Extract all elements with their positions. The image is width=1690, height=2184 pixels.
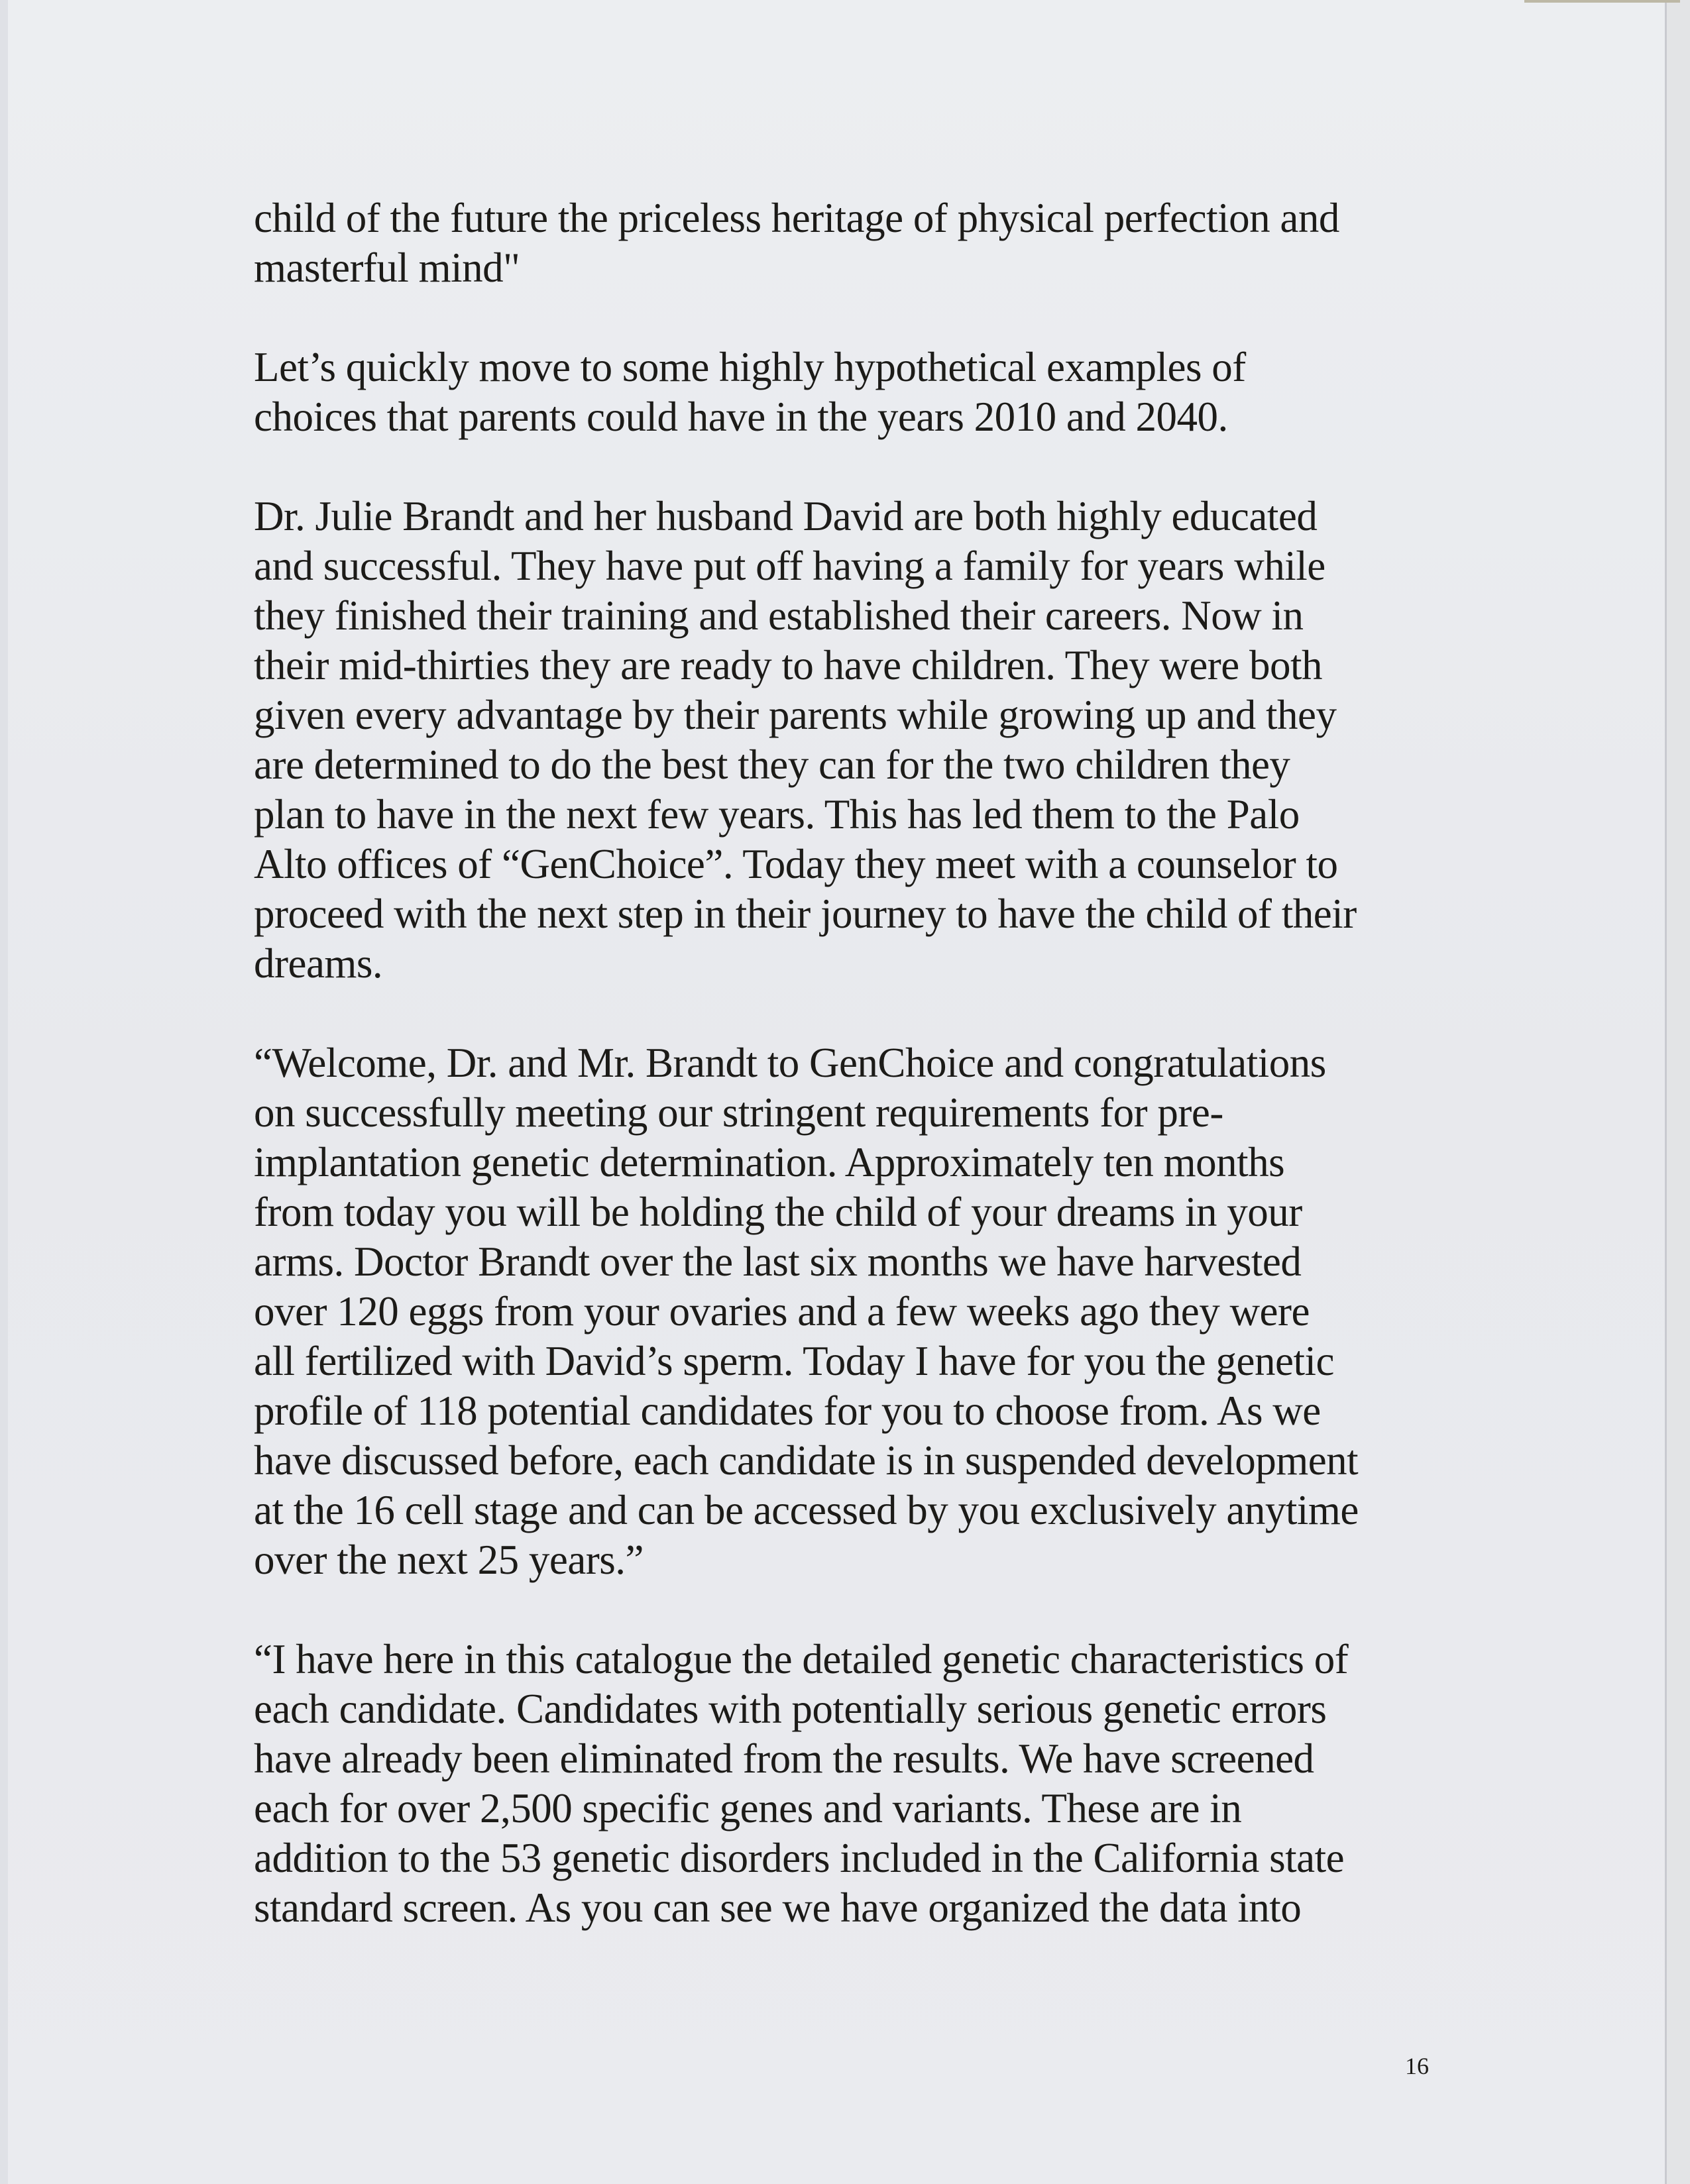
text-line: proceed with the next step in their journey to have the child of their [254,891,1357,937]
text-line: are determined to do the best they can for the two children they [254,741,1290,788]
text-line: addition to the 53 genetic disorders included in the California state [254,1835,1345,1881]
text-line: each for over 2,500 specific genes and variants. These are in [254,1785,1242,1831]
text-line: masterful mind" [254,245,520,291]
text-line: on successfully meeting our stringent requirements for pre- [254,1089,1223,1136]
paragraph-2 [254,343,1480,442]
text-line: Dr. Julie Brandt and her husband David are both highly educated [254,493,1318,539]
text-line: they finished their training and established their careers. Now in [254,592,1304,639]
text-line: Alto offices of “GenChoice”. Today they meet with a counselor to [254,841,1338,887]
page-right-edge [1665,0,1690,2184]
text-line: over the next 25 years.” [254,1537,644,1583]
text-line: Let’s quickly move to some highly hypothetical examples of [254,344,1246,390]
text-line: each candidate. Candidates with potentially serious genetic errors [254,1686,1327,1732]
body-text [254,193,1480,1983]
paragraph-3 [254,492,1480,989]
text-line: from today you will be holding the child of your dreams in your [254,1189,1302,1235]
paragraph-5 [254,1635,1480,1933]
text-line: and successful. They have put off having a family for years while [254,543,1325,589]
text-line: child of the future the priceless heritage of physical perfection and [254,195,1339,241]
page-number: 16 [1405,2053,1429,2079]
paragraph-4 [254,1038,1480,1585]
text-line: their mid-thirties they are ready to have children. They were both [254,642,1322,688]
paragraph-1 [254,193,1480,293]
text-line: “Welcome, Dr. and Mr. Brandt to GenChoice and congratulations [254,1040,1326,1086]
text-line: given every advantage by their parents while growing up and they [254,692,1337,738]
text-line: choices that parents could have in the years 2010 and 2040. [254,394,1228,440]
text-line: dreams. [254,940,383,987]
text-line: have discussed before, each candidate is in suspended development [254,1437,1359,1484]
text-line: profile of 118 potential candidates for you to choose from. As we [254,1388,1321,1434]
text-line: plan to have in the next few years. This has led them to the Palo [254,791,1300,838]
text-line: have already been eliminated from the results. We have screened [254,1735,1314,1782]
page-left-edge [0,0,8,2184]
text-line: over 120 eggs from your ovaries and a few weeks ago they were [254,1288,1310,1335]
text-line: implantation genetic determination. Approximately ten months [254,1139,1285,1185]
text-line: all fertilized with David’s sperm. Today I have for you the genetic [254,1338,1334,1384]
text-line: standard screen. As you can see we have organized the data into [254,1884,1302,1931]
text-line: at the 16 cell stage and can be accessed by you exclusively anytime [254,1487,1359,1533]
page-top-edge-strip [1524,0,1680,3]
text-line: “I have here in this catalogue the detailed genetic characteristics of [254,1636,1349,1682]
text-line: arms. Doctor Brandt over the last six months we have harvested [254,1238,1302,1285]
